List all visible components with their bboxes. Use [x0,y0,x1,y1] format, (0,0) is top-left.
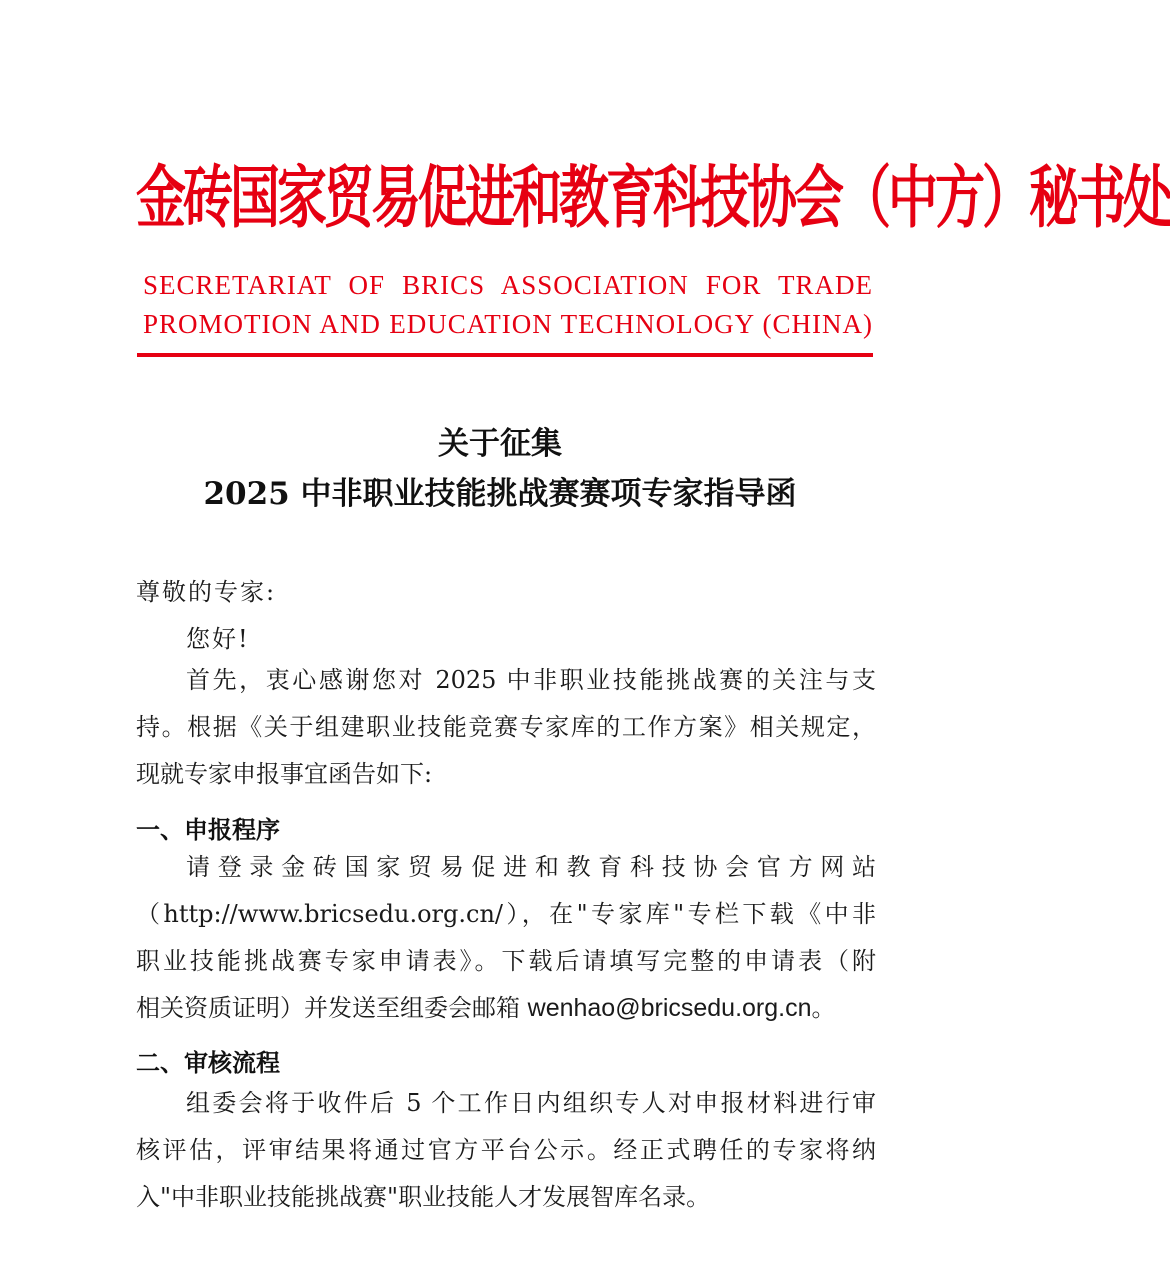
application-line: 职业技能挑战赛专家申请表》。下载后请填写完整的申请表（附 [136,947,876,975]
letterhead-org-name-cn: 金砖国家贸易促进和教育科技协会（中方）秘书处 [136,158,1170,238]
review-line: 核评估，评审结果将通过官方平台公示。经正式聘任的专家将纳 [136,1136,876,1164]
intro-line: 现就专家申报事宜函告如下: [136,760,433,788]
salutation: 尊敬的专家: [136,578,277,606]
section-heading-review: 二、审核流程 [136,1049,280,1077]
document-title-line1: 关于征集 [438,426,562,462]
email-address[interactable]: wenhao@bricsedu.org.cn [527,994,812,1022]
review-line: 组委会将于收件后 5 个工作日内组织专人对申报材料进行审 [186,1089,876,1117]
intro-paragraph [136,657,876,798]
review-line: 入"中非职业技能挑战赛"职业技能人才发展智库名录。 [136,1183,711,1211]
greeting: 您好! [186,625,250,653]
application-paragraph [136,844,876,1032]
application-line: 请登录金砖国家贸易促进和教育科技协会官方网站 [186,853,876,881]
intro-line: 持。根据《关于组建职业技能竞赛专家库的工作方案》相关规定， [136,713,876,741]
application-line: （http://www.bricsedu.org.cn/），在"专家库"专栏下载《中非 [136,900,876,928]
application-line [136,985,876,1032]
section-heading-application: 一、申报程序 [136,816,280,844]
application-line-suffix: 。 [811,994,836,1022]
intro-line: 首先，衷心感谢您对 2025 中非职业技能挑战赛的关注与支 [186,666,876,694]
document-title-line2: 2025 中非职业技能挑战赛赛项专家指导函 [203,476,797,512]
review-paragraph [136,1080,876,1221]
letterhead-divider [137,353,873,357]
application-line-prefix: 相关资质证明）并发送至组委会邮箱 [136,994,520,1022]
letterhead-org-name-en-line2: PROMOTION AND EDUCATION TECHNOLOGY (CHINA) [143,309,873,339]
letterhead-org-name-en-line1: SECRETARIAT OF BRICS ASSOCIATION FOR TRADE [143,270,873,300]
